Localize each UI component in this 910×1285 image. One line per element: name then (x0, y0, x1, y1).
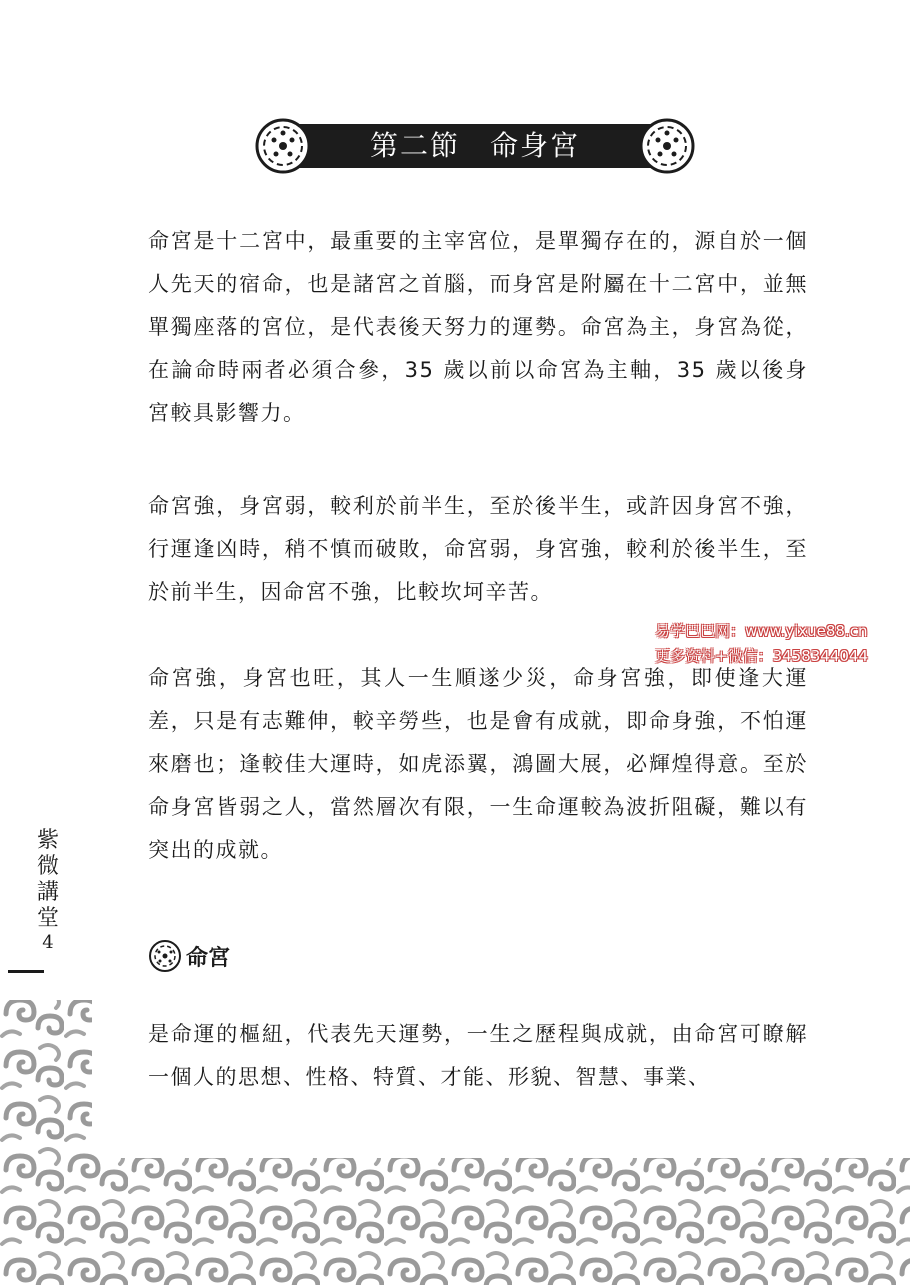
watermark-line: 易学巴巴网：www.yixue88.cn (655, 622, 868, 640)
ornament-medallion-icon (639, 118, 695, 174)
body-paragraph: 是命運的樞紐，代表先天運勢，一生之歷程與成就，由命宮可瞭解一個人的思想、性格、特質、才能、形貌、智慧、事業、 (148, 1022, 808, 1089)
watermark-line: 更多资料+微信：3458344044 (655, 647, 869, 665)
body-paragraph: 命宮強，身宮也旺，其人一生順遂少災，命身宮強，即使逢大運差，只是有志難伸，較辛勞些，也是會有成就，即命身強，不怕運來磨也；逢較佳大運時，如虎添翼，鴻圖大展，必輝煌得意。至於命身宮皆弱之人，當然層次有限，一生命運較為波折阻礙，難以有突出的成就。 (148, 666, 808, 862)
ornament-medallion-icon (148, 939, 182, 973)
chapter-title: 第二節 命身宮 (369, 129, 580, 162)
body-paragraph: 命宮強，身宮弱，較利於前半生，至於後半生，或許因身宮不強，行運逢凶時，稍不慎而破敗，命宮弱，身宮強，較利於後半生，至於前半生，因命宮不強，比較坎坷辛苦。 (148, 494, 808, 604)
page-number: 4 (42, 932, 54, 953)
body-paragraph: 命宮是十二宮中，最重要的主宰宮位，是單獨存在的，源自於一個人先天的宿命，也是諸宮之首腦，而身宮是附屬在十二宮中，並無單獨座落的宮位，是代表後天努力的運勢。命宮為主，身宮為從，在論命時兩者必須合參，35 歲以前以命宮為主軸，35 歲以後身宮較具影響力。 (148, 229, 808, 425)
running-book-title: 紫 微 講 堂 (36, 828, 59, 931)
page-number-rule (8, 970, 44, 973)
subheading-text: 命宮 (186, 945, 231, 971)
section-subheading (148, 936, 230, 976)
chapter-title-banner (255, 118, 695, 174)
